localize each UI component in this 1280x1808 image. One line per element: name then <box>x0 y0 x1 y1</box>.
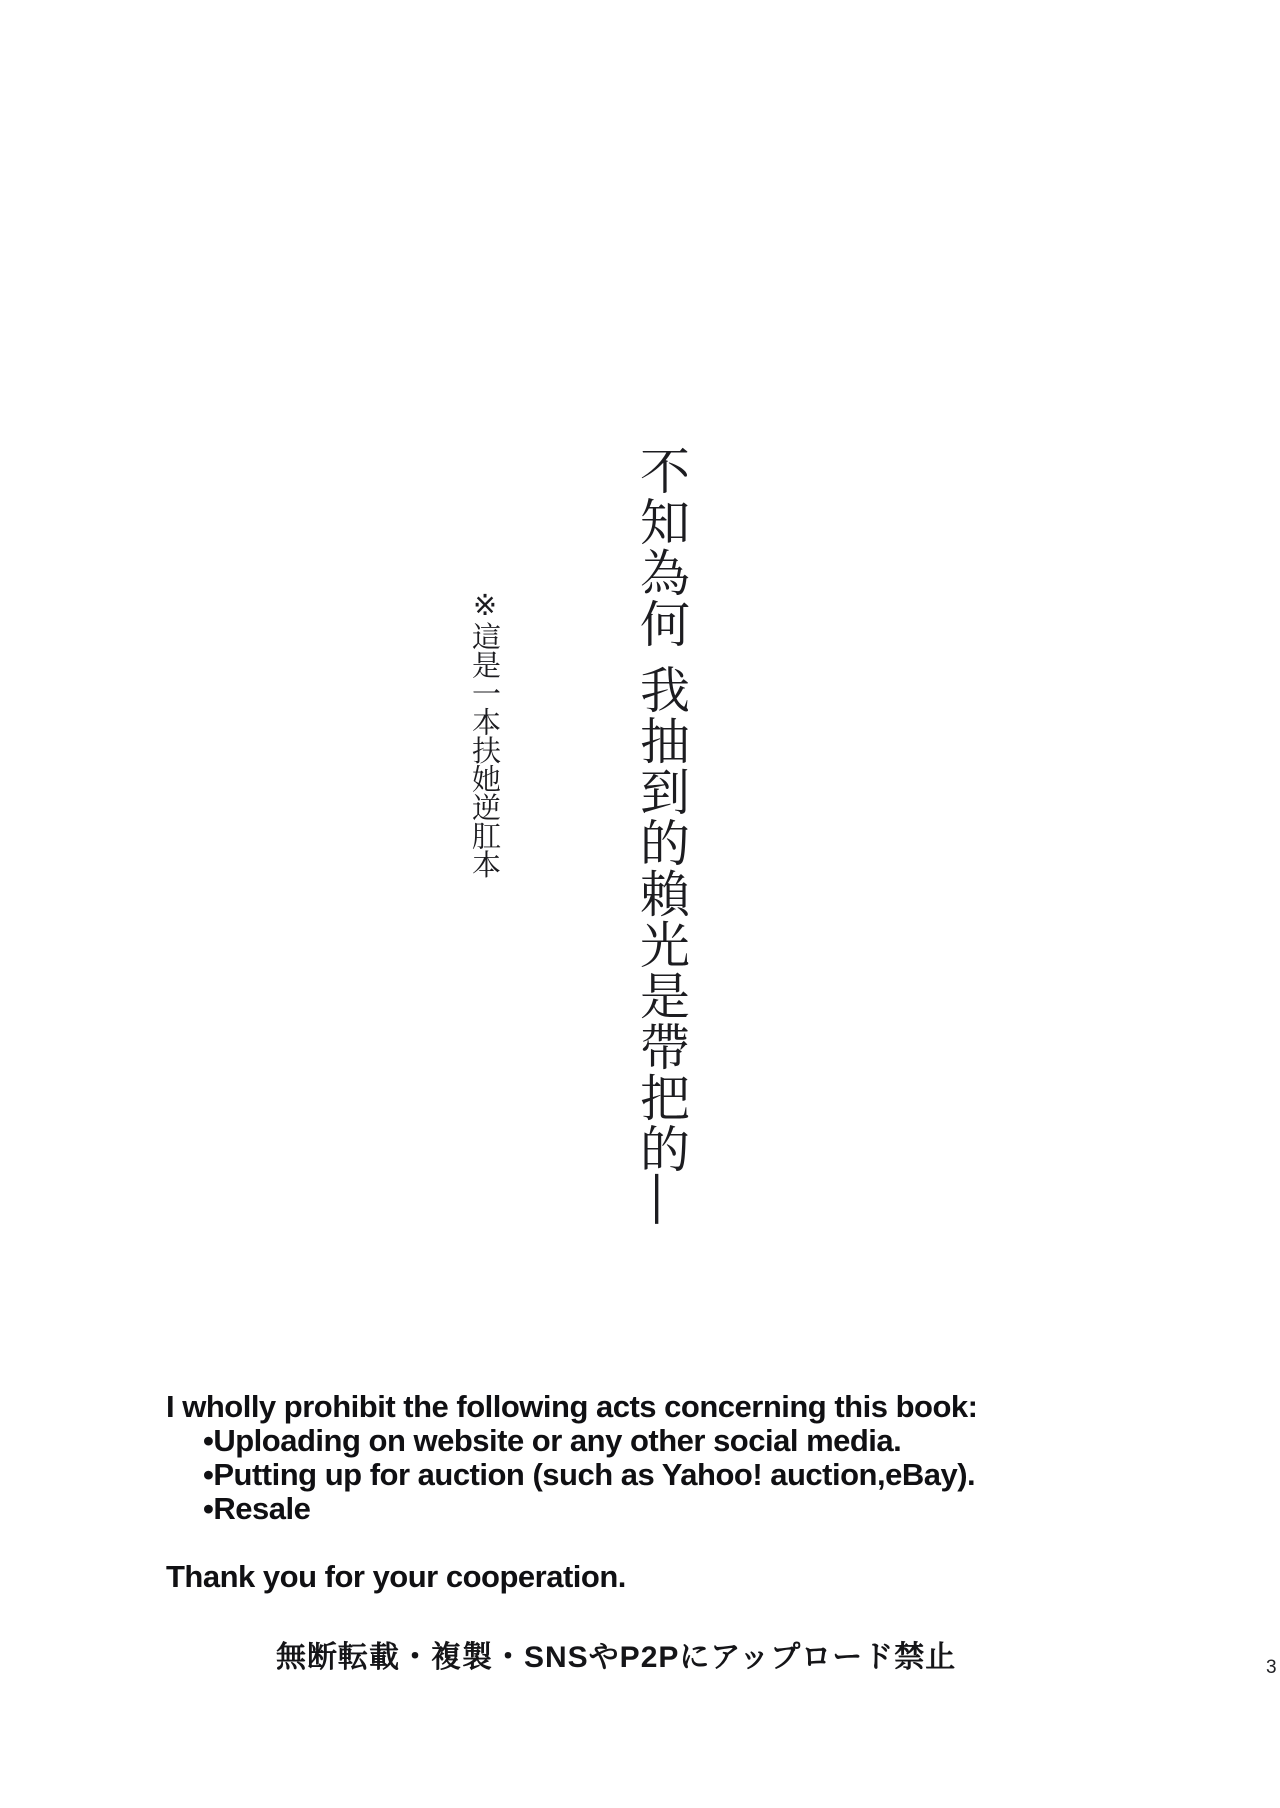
notice-item-text: Uploading on website or any other social media. <box>213 1423 902 1458</box>
prohibition-notice <box>166 1390 977 1526</box>
japanese-prohibition-line: 無断転載・複製・SNSやP2Pにアップロード禁止 <box>276 1641 957 1674</box>
page-number: 3 <box>1266 1657 1277 1678</box>
notice-item-text: Putting up for auction (such as Yahoo! auction,eBay). <box>213 1457 976 1492</box>
bullet-glyph: • <box>203 1423 214 1458</box>
notice-heading: I wholly prohibit the following acts concerning this book: <box>166 1389 978 1424</box>
side-note-vertical: ※這是一本扶她逆肛本 <box>468 588 500 878</box>
thanks-line: Thank you for your cooperation. <box>166 1559 626 1594</box>
notice-item <box>166 1492 977 1526</box>
notice-item <box>166 1458 977 1492</box>
bullet-glyph: • <box>203 1491 214 1526</box>
notice-item-text: Resale <box>213 1491 311 1526</box>
main-title-vertical: 不知為何 我抽到的賴光是帶把的— <box>633 445 689 1225</box>
notice-item <box>166 1424 977 1458</box>
bullet-glyph: • <box>203 1457 214 1492</box>
